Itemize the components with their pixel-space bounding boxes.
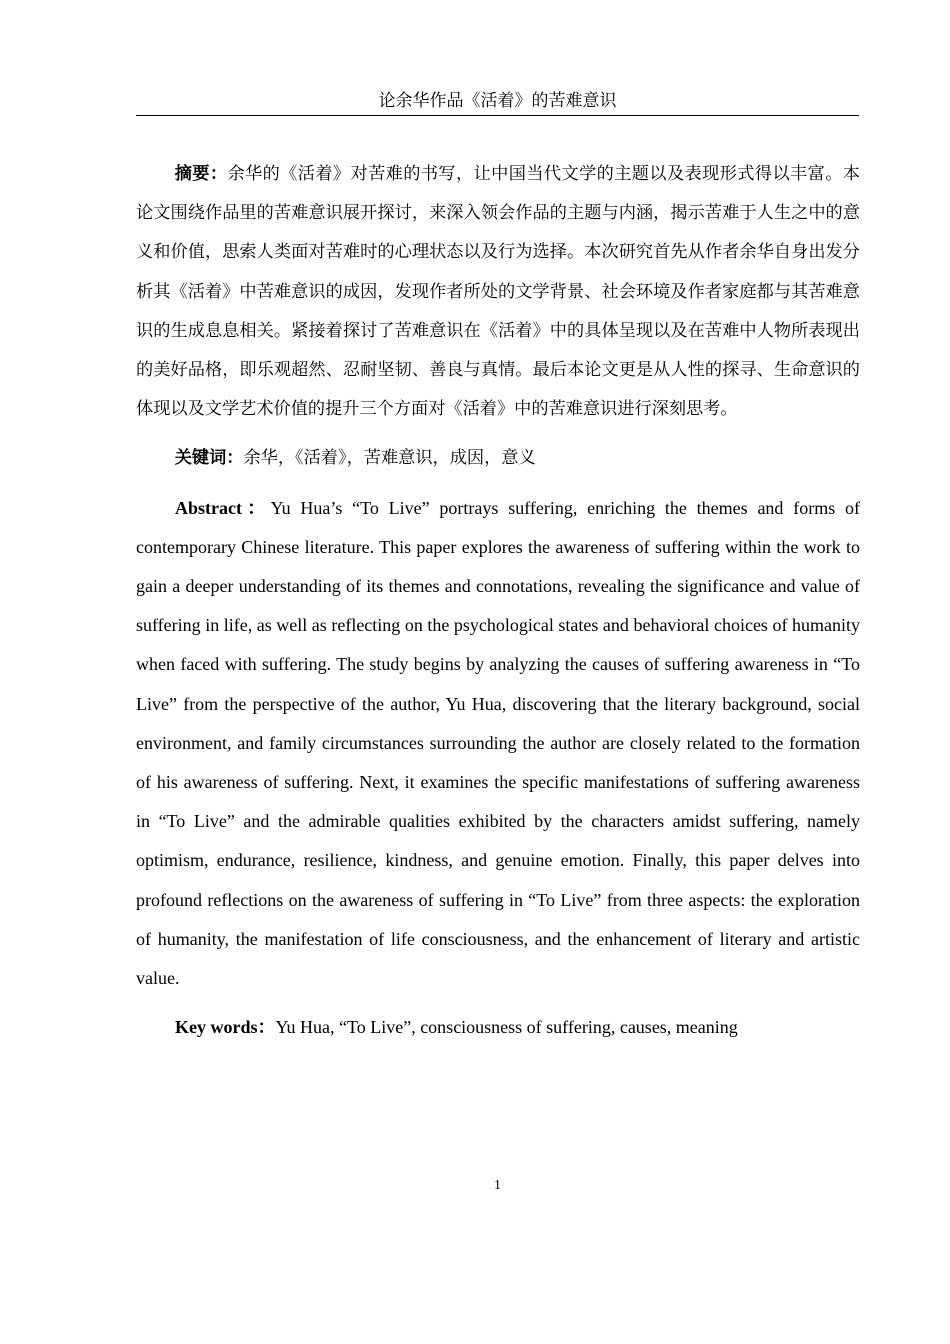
chinese-abstract <box>136 155 860 429</box>
english-abstract-label: Abstract： <box>175 497 271 518</box>
chinese-abstract-label: 摘要： <box>174 164 228 184</box>
running-header: 论余华作品《活着》的苦难意识 <box>136 89 859 116</box>
page-content <box>136 155 860 1047</box>
english-keywords-label: Key words： <box>175 1017 276 1038</box>
english-abstract-text: Yu Hua’s “To Live” portrays suffering, enriching the themes and forms of contemporary Chinese literature. This paper explores the awareness of suffering within the work to gain a deeper understanding of its themes and connotations, revealing the significance and value of suffering in life, as well as reflecting on the psychological states and behavioral choices of humanity when faced with suffering. The study begins by analyzing the causes of suffering awareness in “To Live” from the perspective of the author, Yu Hua, discovering that the literary background, social environment, and family circumstances surrounding the author are closely related to the formation of his awareness of suffering. Next, it examines the specific manifestations of suffering awareness in “To Live” and the admirable qualities exhibited by the characters amidst suffering, namely optimism, endurance, resilience, kindness, and genuine emotion. Finally, this paper delves into profound reflections on the awareness of suffering in “To Live” from three aspects: the exploration of humanity, the manifestation of life consciousness, and the enhancement of literary and artistic value. <box>136 497 860 989</box>
chinese-abstract-text: 余华的《活着》对苦难的书写，让中国当代文学的主题以及表现形式得以丰富。本论文围绕作品里的苦难意识展开探讨，来深入领会作品的主题与内涵，揭示苦难于人生之中的意义和价值，思索人类面对苦难时的心理状态以及行为选择。本次研究首先从作者余华自身出发分析其《活着》中苦难意识的成因，发现作者所处的文学背景、社会环境及作者家庭都与其苦难意识的生成息息相关。紧接着探讨了苦难意识在《活着》中的具体呈现以及在苦难中人物所表现出的美好品格，即乐观超然、忍耐坚韧、善良与真情。最后本论文更是从人性的探寻、生命意识的体现以及文学艺术价值的提升三个方面对《活着》中的苦难意识进行深刻思考。 <box>136 164 860 420</box>
chinese-keywords <box>136 439 860 478</box>
english-abstract <box>136 489 860 999</box>
english-keywords <box>136 1008 860 1047</box>
chinese-keywords-text: 余华，《活着》，苦难意识，成因，意义 <box>243 448 536 469</box>
page-number: 1 <box>494 1178 501 1193</box>
chinese-keywords-label: 关键词： <box>174 448 244 469</box>
english-keywords-text: Yu Hua, “To Live”, consciousness of suffering, causes, meaning <box>275 1017 738 1038</box>
